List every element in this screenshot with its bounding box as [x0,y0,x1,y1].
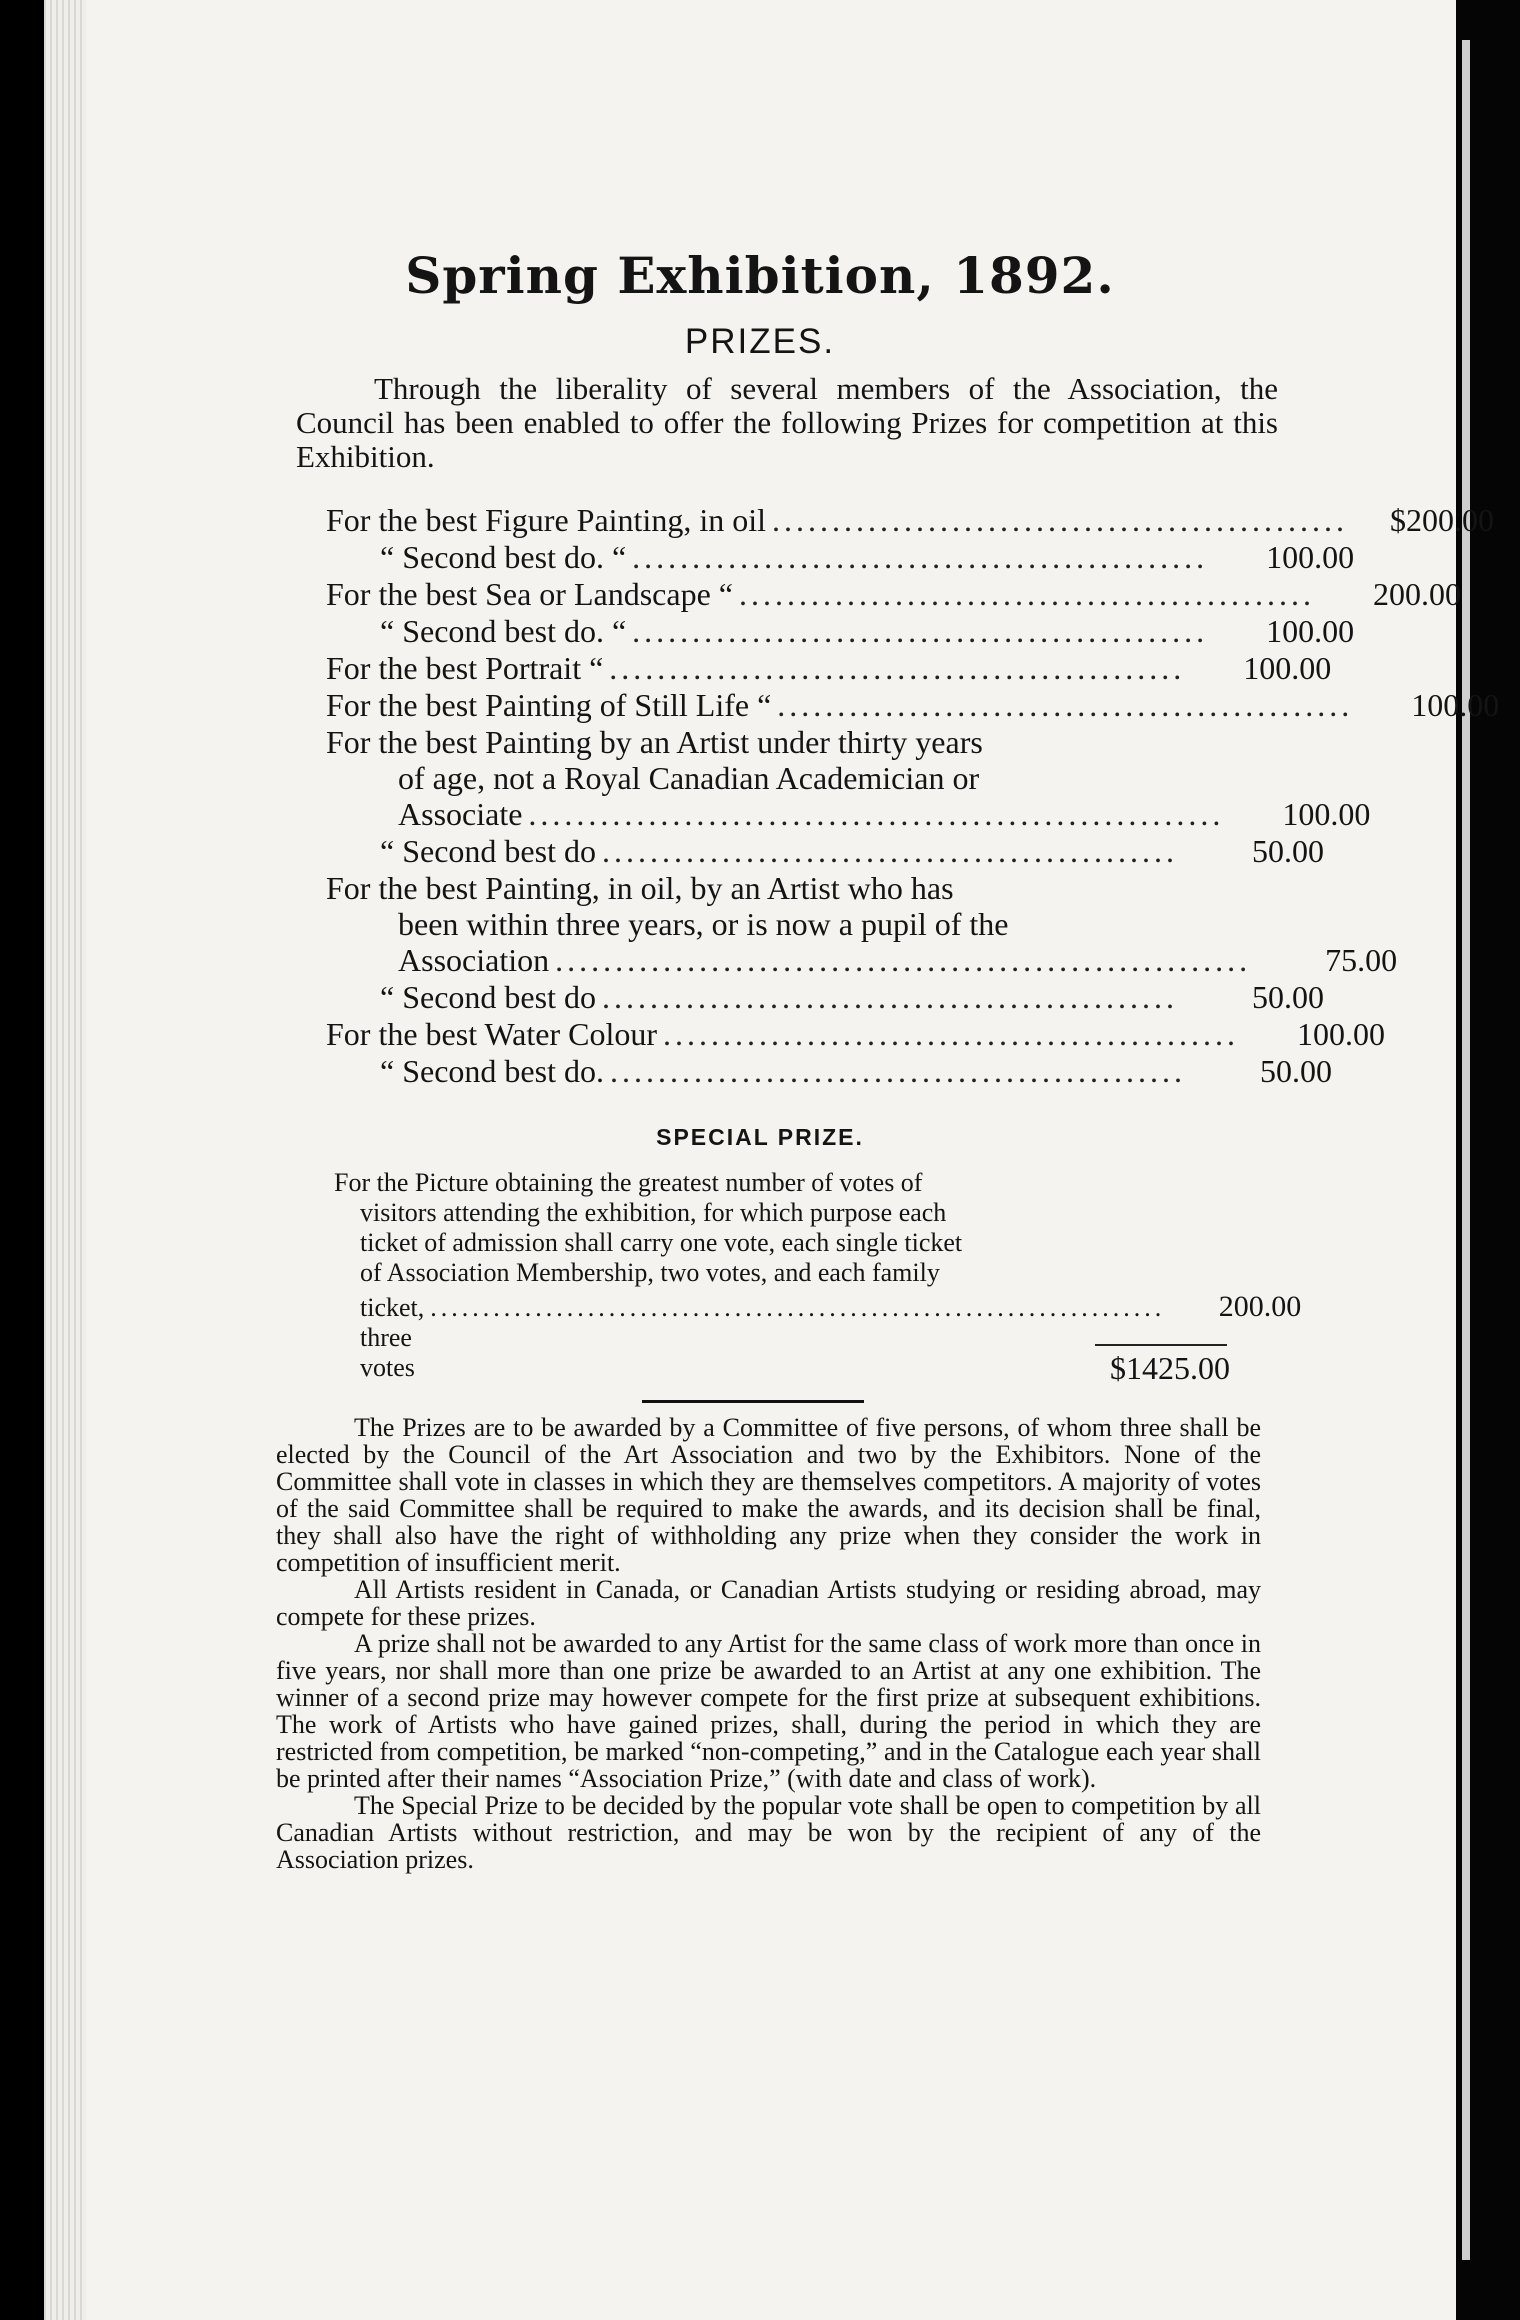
section-divider [642,1400,864,1403]
prize-amount: 200.00 [1372,576,1461,612]
prize-amount: 50.00 [1259,1053,1332,1089]
total-amount: $1425.00 [1110,1350,1230,1386]
prize-label: For the best Sea or Landscape “ [326,576,733,612]
leader-dots: ................................................ [601,979,1178,1015]
prize-amount: 100.00 [1297,1016,1385,1052]
prize-label: For the best Painting of Still Life “ [326,687,772,723]
rules-paragraph: A prize shall not be awarded to any Artist for the same class of work more than once in five years, nor shall more than one prize be awarded to an Artist at any one exhibition. The winner of a second prize may however compete for the first prize at subsequent exhibitions. The work of Artists who have gained prizes, shall, during the period in which they are restricted from competition, be marked “non-competing,” and in the Catalogue each year shall be printed after their names “Association Prize,” (with date and class of work). [276,1629,1261,1793]
prize-label: For the best Figure Painting, in oil [326,502,766,538]
rules-paragraph: All Artists resident in Canada, or Canadian Artists studying or residing abroad, may compete for these prizes. [276,1575,1261,1631]
intro-paragraph: Through the liberality of several members of the Association, the Council has been enabled to offer the following Prizes for competition at this Exhibition. [296,371,1278,474]
prize-row [326,796,1371,833]
special-text-line: ticket of admission shall carry one vote, each single ticket [360,1228,963,1257]
prize-text-line: For the best Painting, in oil, by an Artist who has [326,870,954,906]
prize-row [326,650,1332,687]
prize-row [326,833,1324,870]
prize-text-line: For the best Painting by an Artist under thirty years [326,724,983,760]
rules-text [276,1414,1261,1873]
leader-dots: .......................................................... [528,796,1225,832]
prize-row [326,613,1355,650]
prize-row [326,502,1494,539]
prize-label: “ Second best do. “ [380,613,627,649]
prize-amount: 100.00 [1411,687,1500,723]
prize-row [326,687,1500,724]
prize-label: ticket, three votes [360,1293,425,1382]
prize-list [326,502,1500,1090]
prize-amount: 50.00 [1251,979,1324,1015]
prize-row [326,1016,1385,1053]
prize-label: “ Second best do. “ [380,539,627,575]
prize-text-line: of age, not a Royal Canadian Academician or [398,760,980,796]
page-title: Spring Exhibition, 1892. [405,246,1115,305]
special-text-line: For the Picture obtaining the greatest number of votes of [334,1168,923,1197]
rules-paragraph: The Special Prize to be decided by the popular vote shall be open to competition by all Canadian Artists without restriction, and may be won by the recipient of any of the Association prizes. [276,1791,1261,1874]
prize-row [326,979,1324,1016]
leader-dots: ................................................ [771,502,1348,538]
special-prize-heading: SPECIAL PRIZE. [656,1124,864,1150]
prize-amount: 100.00 [1266,539,1355,575]
prize-row [326,1053,1332,1090]
special-text-line: visitors attending the exhibition, for which purpose each [360,1198,947,1227]
prize-label: “ Second best do [380,833,596,869]
leader-dots: ................................................ [609,650,1186,686]
page-subtitle: PRIZES. [684,322,836,361]
prize-label: For the best Water Colour [326,1016,657,1052]
prize-row [326,539,1355,576]
prize-amount: 100.00 [1282,796,1371,832]
prize-row [326,576,1461,613]
leader-dots: .......................................................... [555,942,1252,978]
leader-dots: ................................................ [777,687,1354,723]
leader-dots: ................................................ [632,539,1209,575]
leader-dots: ................................................ [632,613,1209,649]
special-prize-text [334,1168,1234,1288]
prize-row [326,942,1398,979]
rules-paragraph: The Prizes are to be awarded by a Committee of five persons, of whom three shall be elected by the Council of the Art Association and two by the Exhibitors. None of the Committee shall vote in classes in which they are themselves competitors. A majority of votes of the said Committee shall be required to make the awards, and its decision shall be final, they shall also have the right of withholding any prize when they consider the work in competition of insufficient merit. [276,1413,1261,1577]
prize-label: Associate [398,796,523,832]
pupil-prize [326,870,1246,942]
leader-dots: ................................................ [609,1053,1186,1089]
leader-dots: ................................................ [738,576,1315,612]
prize-amount: 50.00 [1251,833,1324,869]
young-artist-prize [326,724,1246,796]
prize-amount: $200.00 [1389,502,1494,538]
prize-amount: 100.00 [1243,650,1332,686]
prize-amount: 200.00 [1218,1290,1302,1323]
leader-dots: ................................................ [601,833,1178,869]
leader-dots: ...................................................................... [430,1293,1166,1322]
prize-label: Association [398,942,550,978]
prize-label: “ Second best do. [380,1053,604,1089]
leader-dots: ................................................ [663,1016,1239,1052]
prize-label: “ Second best do [380,979,596,1015]
prize-label: For the best Portrait “ [326,650,604,686]
sum-rule [1095,1344,1227,1346]
prize-text-line: been within three years, or is now a pupil of the [398,906,1009,942]
special-text-line: of Association Membership, two votes, and each family [360,1258,940,1287]
prize-amount: 75.00 [1325,942,1398,978]
prize-amount: 100.00 [1266,613,1355,649]
